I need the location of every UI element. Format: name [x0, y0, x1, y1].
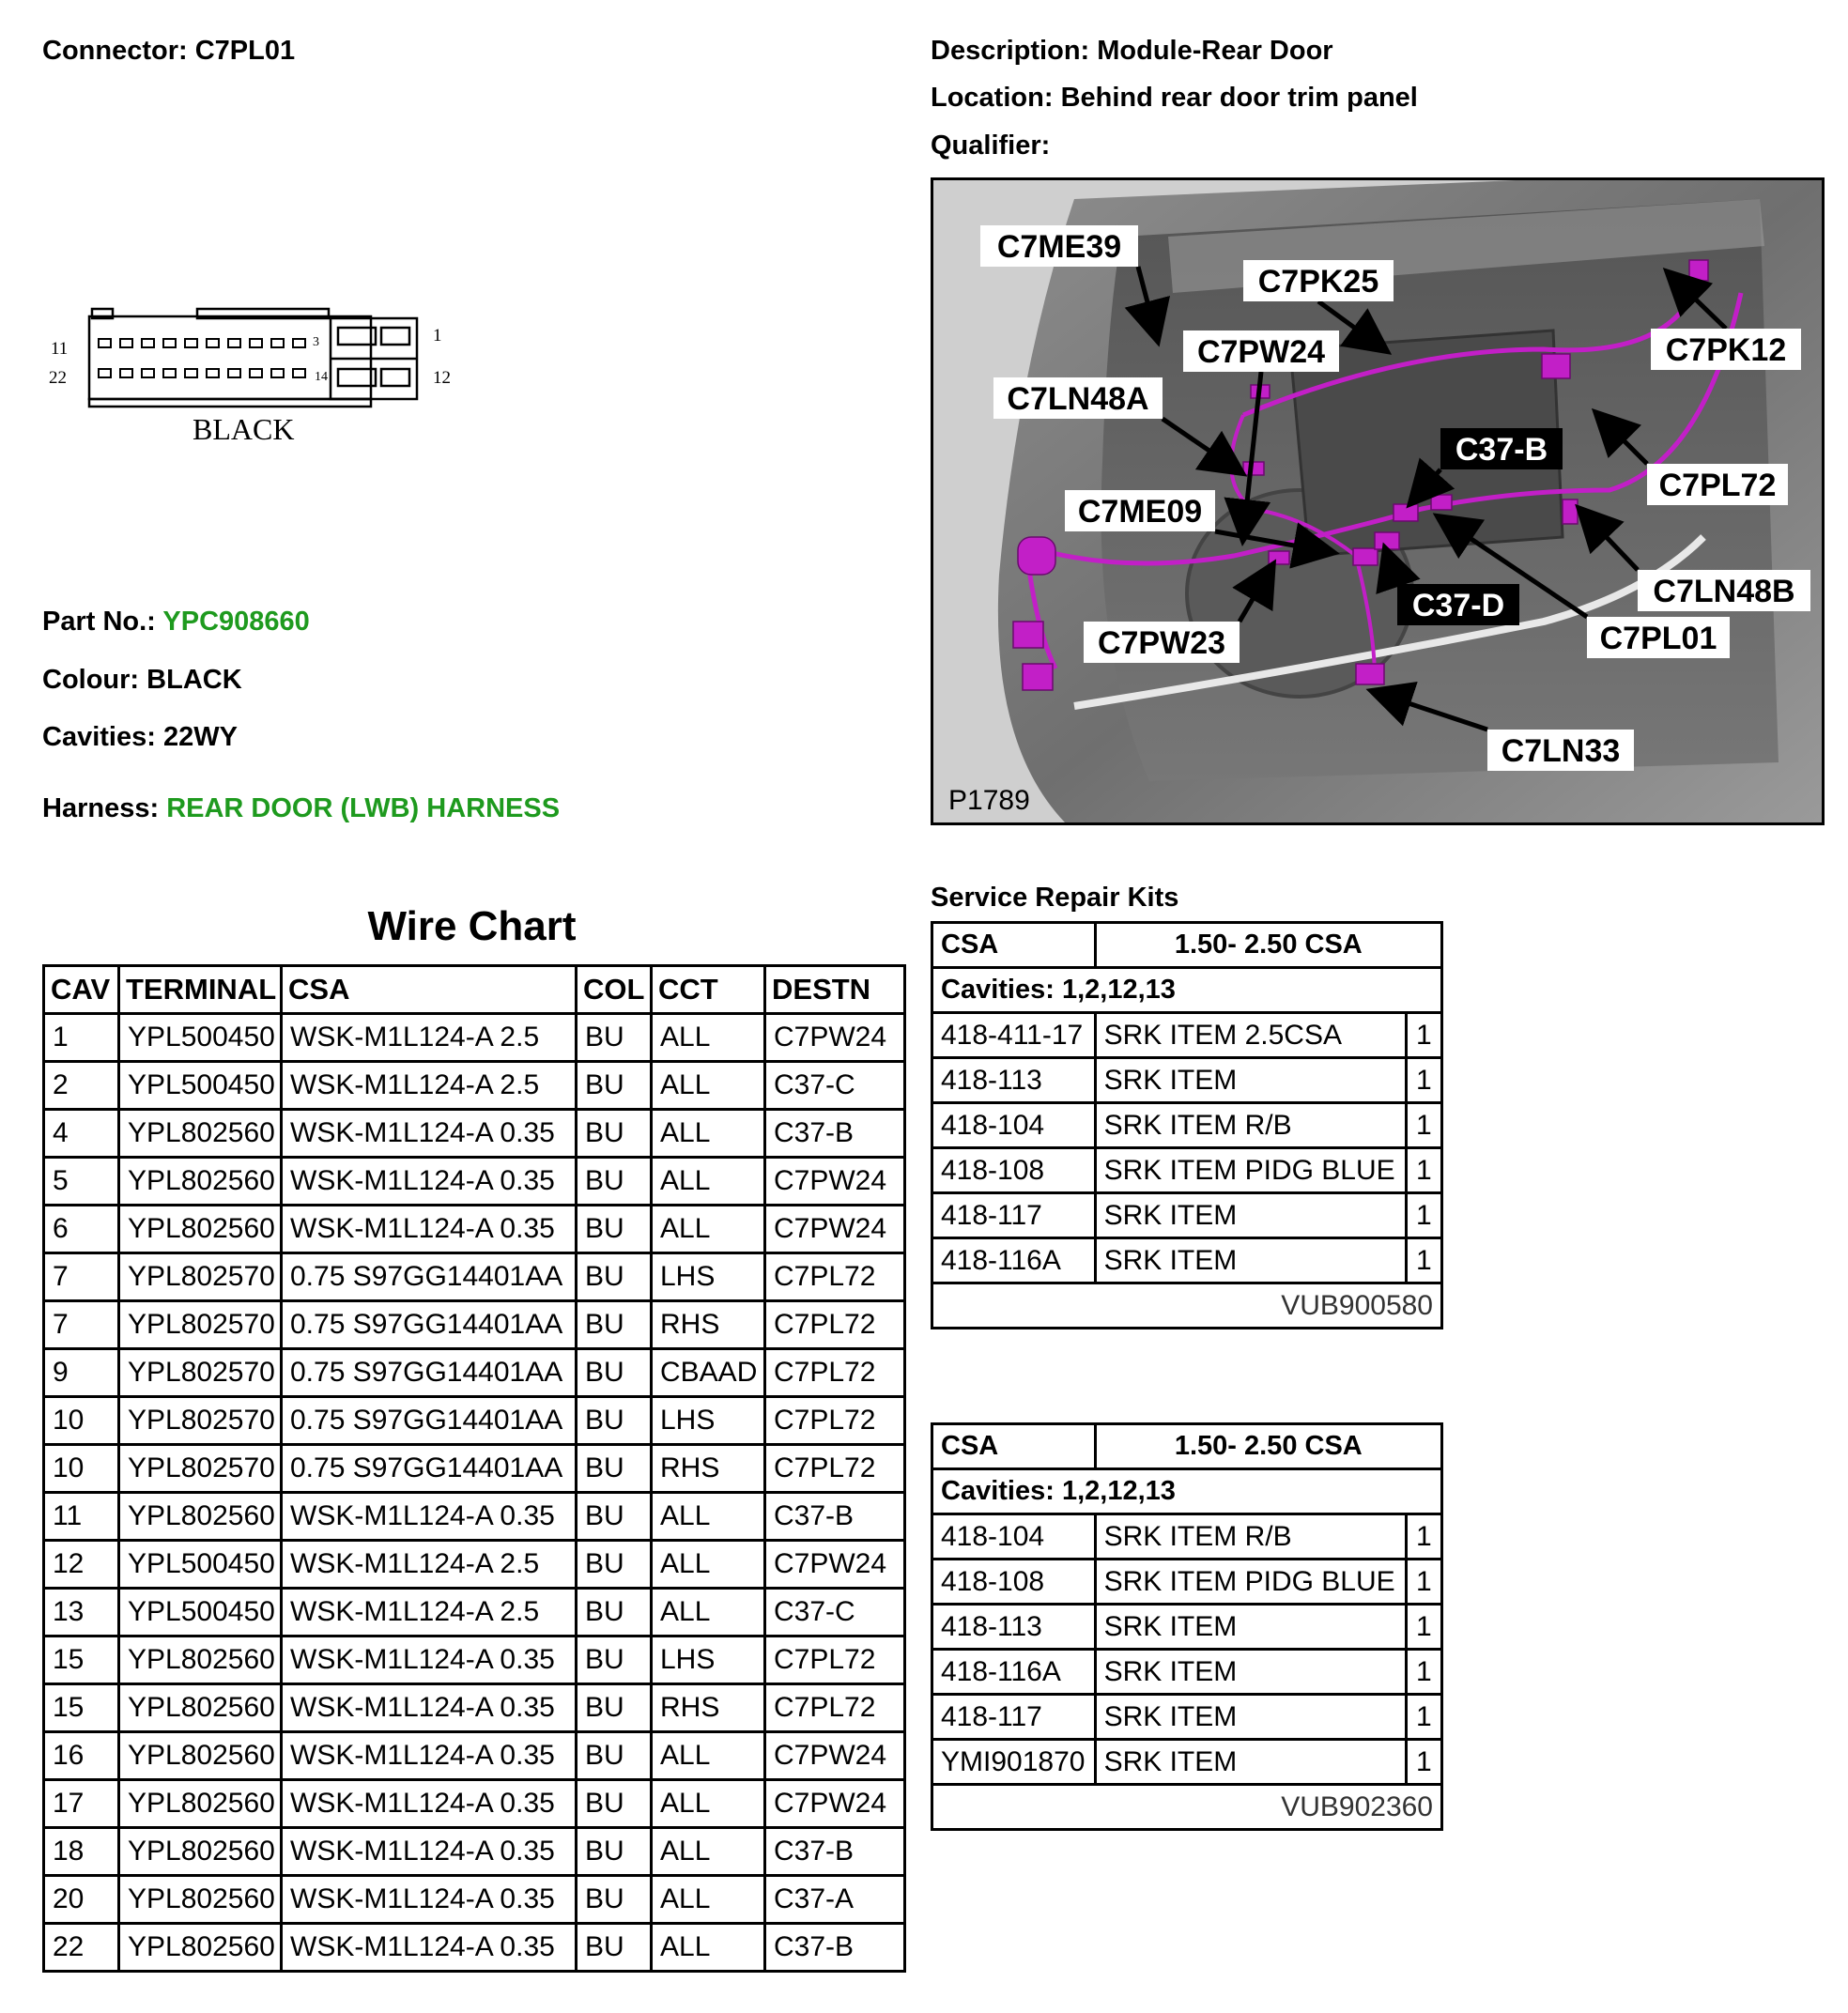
kit-csa-row: [932, 923, 1442, 968]
cell-terminal: YPL802560: [119, 1924, 282, 1972]
cell-col: BU: [577, 1158, 652, 1206]
table-row: [44, 1253, 905, 1301]
kit-item-part: 418-411-17: [932, 1013, 1096, 1058]
cell-col: BU: [577, 1206, 652, 1253]
cell-destn: C37-B: [765, 1110, 905, 1158]
cell-destn: C7PW24: [765, 1780, 905, 1828]
colour-label: Colour:: [42, 665, 140, 695]
table-row: [44, 1732, 905, 1780]
connector-pin: [120, 369, 132, 377]
column-header-cct: CCT: [652, 966, 765, 1014]
kit-part-number-row: [932, 1283, 1442, 1329]
kit-item-row: [932, 1013, 1442, 1058]
cell-terminal: YPL500450: [119, 1589, 282, 1637]
pin-row-top: [99, 339, 305, 347]
cell-cct: ALL: [652, 1110, 765, 1158]
connector-pin: [120, 339, 132, 347]
cell-cct: ALL: [652, 1780, 765, 1828]
kit-item-part: 418-116A: [932, 1650, 1096, 1695]
cell-csa: WSK-M1L124-A 0.35: [282, 1828, 577, 1876]
wire-chart: [42, 964, 903, 1973]
service-kit-1: [931, 921, 1443, 1329]
wire-chart-body: [44, 1014, 905, 1972]
connector-pin: [163, 339, 176, 347]
kit-table: [931, 1422, 1443, 1831]
door-illustration: [933, 180, 1822, 822]
table-row: [44, 1397, 905, 1445]
pin-label-1: 1: [433, 326, 442, 346]
cell-cct: RHS: [652, 1684, 765, 1732]
cell-csa: WSK-M1L124-A 0.35: [282, 1158, 577, 1206]
cell-cct: ALL: [652, 1828, 765, 1876]
kit-item-quantity: 1: [1406, 1695, 1441, 1740]
kit-item-quantity: 1: [1406, 1103, 1441, 1148]
callout-label: C7PW24: [1196, 334, 1326, 370]
kit-item-quantity: 1: [1406, 1605, 1441, 1650]
cell-cct: LHS: [652, 1637, 765, 1684]
cell-col: BU: [577, 1253, 652, 1301]
cell-csa: WSK-M1L124-A 0.35: [282, 1924, 577, 1972]
kit-table: [931, 921, 1443, 1329]
cell-destn: C7PL72: [765, 1253, 905, 1301]
kit-item-description: SRK ITEM PIDG BLUE: [1095, 1560, 1406, 1605]
kit-item-row: [932, 1148, 1442, 1193]
location-value: Behind rear door trim panel: [1060, 83, 1418, 113]
kit-item-part: 418-113: [932, 1058, 1096, 1103]
cell-terminal: YPL500450: [119, 1062, 282, 1110]
cell-destn: C7PL72: [765, 1397, 905, 1445]
cell-terminal: YPL802560: [119, 1493, 282, 1541]
kit-item-description: SRK ITEM: [1095, 1740, 1406, 1785]
cell-col: BU: [577, 1110, 652, 1158]
kit-item-part: 418-113: [932, 1605, 1096, 1650]
kit-item-row: [932, 1103, 1442, 1148]
cell-col: BU: [577, 1732, 652, 1780]
cell-cct: ALL: [652, 1158, 765, 1206]
cell-cct: RHS: [652, 1445, 765, 1493]
kit-part-number: VUB902360: [932, 1785, 1442, 1830]
kit-item-part: 418-104: [932, 1103, 1096, 1148]
cell-cav: 2: [44, 1062, 119, 1110]
cell-csa: 0.75 S97GG14401AA: [282, 1301, 577, 1349]
cell-cct: ALL: [652, 1206, 765, 1253]
colour-value: BLACK: [146, 665, 242, 695]
kit-item-description: SRK ITEM PIDG BLUE: [1095, 1148, 1406, 1193]
cell-col: BU: [577, 1493, 652, 1541]
connector-pin: [207, 369, 219, 377]
callout-label: C7PW23: [1097, 625, 1226, 661]
kit-item-description: SRK ITEM R/B: [1095, 1514, 1406, 1560]
connector-pin: [228, 339, 240, 347]
cell-cct: ALL: [652, 1062, 765, 1110]
connector-pin: [271, 339, 284, 347]
column-header-cav: CAV: [44, 966, 119, 1014]
callout-label: C7PL72: [1658, 468, 1777, 503]
cell-terminal: YPL802560: [119, 1828, 282, 1876]
cell-destn: C7PL72: [765, 1301, 905, 1349]
kit-csa-label: CSA: [932, 923, 1096, 968]
table-row: [44, 1924, 905, 1972]
kit-item-part: 418-117: [932, 1695, 1096, 1740]
table-row: [44, 1493, 905, 1541]
callout-label: C37-D: [1411, 588, 1505, 623]
cell-csa: 0.75 S97GG14401AA: [282, 1253, 577, 1301]
description-label: Description:: [931, 36, 1090, 66]
cell-destn: C7PW24: [765, 1014, 905, 1062]
cell-cct: ALL: [652, 1541, 765, 1589]
cell-csa: 0.75 S97GG14401AA: [282, 1445, 577, 1493]
cell-col: BU: [577, 1014, 652, 1062]
cell-cav: 13: [44, 1589, 119, 1637]
kit-item-description: SRK ITEM 2.5CSA: [1095, 1013, 1406, 1058]
callout-label: C7LN48A: [1007, 381, 1149, 417]
column-header-csa: CSA: [282, 966, 577, 1014]
kit-item-part: 418-108: [932, 1148, 1096, 1193]
kit-csa-label: CSA: [932, 1424, 1096, 1469]
kit-item-quantity: 1: [1406, 1193, 1441, 1238]
cell-terminal: YPL802560: [119, 1110, 282, 1158]
kit-item-part: 418-104: [932, 1514, 1096, 1560]
kit-item-description: SRK ITEM R/B: [1095, 1103, 1406, 1148]
cell-col: BU: [577, 1301, 652, 1349]
cell-col: BU: [577, 1637, 652, 1684]
kit-item-row: [932, 1740, 1442, 1785]
connector-face-svg: [47, 305, 479, 460]
cell-cct: LHS: [652, 1397, 765, 1445]
kit-item-part: 418-108: [932, 1560, 1096, 1605]
callout-label: C7ME09: [1077, 494, 1203, 530]
kit-item-row: [932, 1238, 1442, 1283]
cell-cav: 15: [44, 1684, 119, 1732]
cell-cav: 20: [44, 1876, 119, 1924]
cell-cct: ALL: [652, 1589, 765, 1637]
cell-col: BU: [577, 1828, 652, 1876]
pin-label-12: 12: [433, 368, 451, 388]
cell-csa: WSK-M1L124-A 0.35: [282, 1493, 577, 1541]
cell-terminal: YPL500450: [119, 1014, 282, 1062]
pin-label-22: 22: [49, 368, 67, 388]
cell-terminal: YPL802560: [119, 1876, 282, 1924]
cell-csa: WSK-M1L124-A 0.35: [282, 1876, 577, 1924]
cell-csa: WSK-M1L124-A 0.35: [282, 1110, 577, 1158]
cell-destn: C7PW24: [765, 1732, 905, 1780]
cell-csa: WSK-M1L124-A 0.35: [282, 1780, 577, 1828]
cell-csa: WSK-M1L124-A 0.35: [282, 1732, 577, 1780]
cell-col: BU: [577, 1062, 652, 1110]
kit-item-row: [932, 1650, 1442, 1695]
cell-cav: 18: [44, 1828, 119, 1876]
cell-destn: C7PL72: [765, 1684, 905, 1732]
connector-pin: [185, 369, 197, 377]
connector-pin: [99, 339, 111, 347]
kit-item-description: SRK ITEM: [1095, 1193, 1406, 1238]
cell-terminal: YPL802570: [119, 1397, 282, 1445]
callout-label: C7PK12: [1665, 332, 1787, 368]
location-label: Location:: [931, 83, 1054, 113]
cell-cct: ALL: [652, 1732, 765, 1780]
table-row: [44, 1637, 905, 1684]
kit-csa-value: 1.50- 2.50 CSA: [1095, 923, 1441, 968]
callout-label: C7LN33: [1501, 733, 1621, 769]
service-kits-title: Service Repair Kits: [931, 883, 1179, 913]
callout-label: C7PL01: [1599, 621, 1717, 656]
cell-cav: 9: [44, 1349, 119, 1397]
cell-destn: C7PL72: [765, 1445, 905, 1493]
cell-cav: 4: [44, 1110, 119, 1158]
cell-col: BU: [577, 1876, 652, 1924]
cell-csa: WSK-M1L124-A 2.5: [282, 1541, 577, 1589]
description-line: [931, 35, 1333, 67]
kit-item-quantity: 1: [1406, 1238, 1441, 1283]
callout-label: C37-B: [1455, 432, 1548, 468]
column-header-col: COL: [577, 966, 652, 1014]
cell-terminal: YPL802560: [119, 1684, 282, 1732]
kit-item-description: SRK ITEM: [1095, 1650, 1406, 1695]
cell-col: BU: [577, 1349, 652, 1397]
cell-terminal: YPL802570: [119, 1253, 282, 1301]
pin-label-3: 3: [313, 335, 319, 349]
qualifier-line: [931, 130, 1050, 161]
cell-cct: ALL: [652, 1014, 765, 1062]
cell-col: BU: [577, 1684, 652, 1732]
cell-col: BU: [577, 1924, 652, 1972]
colour-line: [42, 664, 242, 696]
connector-value: C7PL01: [194, 36, 296, 66]
cell-cct: ALL: [652, 1876, 765, 1924]
connector-pin: [99, 369, 111, 377]
cell-terminal: YPL802560: [119, 1732, 282, 1780]
cell-destn: C7PL72: [765, 1637, 905, 1684]
callout-label: C7ME39: [996, 229, 1122, 265]
kit-item-quantity: 1: [1406, 1013, 1441, 1058]
pin-label-14: 14: [315, 370, 328, 384]
harness-label: Harness:: [42, 793, 160, 823]
table-row: [44, 1541, 905, 1589]
connector-pin: [250, 369, 262, 377]
cell-terminal: YPL500450: [119, 1541, 282, 1589]
kit-part-number: VUB900580: [932, 1283, 1442, 1329]
cell-cav: 5: [44, 1158, 119, 1206]
connector-heading: [42, 35, 295, 67]
kit-item-quantity: 1: [1406, 1514, 1441, 1560]
cell-terminal: YPL802560: [119, 1206, 282, 1253]
cell-col: BU: [577, 1445, 652, 1493]
wire-chart-header-row: [44, 966, 905, 1014]
cell-cct: RHS: [652, 1301, 765, 1349]
cell-destn: C7PW24: [765, 1158, 905, 1206]
connector-colour-label: BLACK: [192, 412, 295, 446]
cell-cav: 6: [44, 1206, 119, 1253]
pin-row-bottom: [99, 369, 305, 377]
kit-item-row: [932, 1193, 1442, 1238]
kit-item-part: YMI901870: [932, 1740, 1096, 1785]
cell-cav: 15: [44, 1637, 119, 1684]
table-row: [44, 1828, 905, 1876]
location-photo: [931, 177, 1825, 825]
connector-pin: [207, 339, 219, 347]
photo-id-label: P1789: [948, 785, 1030, 816]
cell-destn: C7PL72: [765, 1349, 905, 1397]
cell-col: BU: [577, 1541, 652, 1589]
cavities-label: Cavities:: [42, 722, 156, 752]
cell-csa: WSK-M1L124-A 0.35: [282, 1206, 577, 1253]
kit-item-row: [932, 1514, 1442, 1560]
cell-csa: WSK-M1L124-A 2.5: [282, 1014, 577, 1062]
cavities-line: [42, 721, 238, 753]
table-row: [44, 1349, 905, 1397]
cell-cav: 11: [44, 1493, 119, 1541]
kit-item-quantity: 1: [1406, 1740, 1441, 1785]
connector-pin: [271, 369, 284, 377]
table-row: [44, 1301, 905, 1349]
connector-pin: [185, 339, 197, 347]
table-row: [44, 1589, 905, 1637]
kit-item-part: 418-116A: [932, 1238, 1096, 1283]
wire-chart-table: [42, 964, 906, 1973]
cell-csa: 0.75 S97GG14401AA: [282, 1397, 577, 1445]
cell-csa: 0.75 S97GG14401AA: [282, 1349, 577, 1397]
connector-label: Connector:: [42, 36, 188, 66]
cell-col: BU: [577, 1780, 652, 1828]
cell-destn: C37-B: [765, 1828, 905, 1876]
kit-item-part: 418-117: [932, 1193, 1096, 1238]
cell-csa: WSK-M1L124-A 2.5: [282, 1062, 577, 1110]
connector-pin: [293, 339, 305, 347]
cell-destn: C37-C: [765, 1062, 905, 1110]
table-row: [44, 1158, 905, 1206]
table-row: [44, 1780, 905, 1828]
cell-cav: 7: [44, 1301, 119, 1349]
kit-item-quantity: 1: [1406, 1058, 1441, 1103]
cell-col: BU: [577, 1397, 652, 1445]
cell-col: BU: [577, 1589, 652, 1637]
kit-item-row: [932, 1605, 1442, 1650]
part-number-label: Part No.:: [42, 607, 156, 637]
cell-terminal: YPL802560: [119, 1158, 282, 1206]
description-value: Module-Rear Door: [1097, 36, 1333, 66]
connector-pin: [228, 369, 240, 377]
kit-item-description: SRK ITEM: [1095, 1695, 1406, 1740]
kit-cavities-row: [932, 968, 1442, 1013]
callout-label: C7PK25: [1257, 264, 1379, 300]
kit-part-number-row: [932, 1785, 1442, 1830]
connector-face-drawing: [47, 305, 479, 460]
cell-terminal: YPL802570: [119, 1349, 282, 1397]
kit-item-row: [932, 1560, 1442, 1605]
kit-item-description: SRK ITEM: [1095, 1605, 1406, 1650]
cell-csa: WSK-M1L124-A 0.35: [282, 1684, 577, 1732]
cell-destn: C37-A: [765, 1876, 905, 1924]
service-kit-2: [931, 1422, 1443, 1831]
kit-cavities-row: [932, 1469, 1442, 1514]
connector-pin: [293, 369, 305, 377]
kit-item-quantity: 1: [1406, 1650, 1441, 1695]
table-row: [44, 1014, 905, 1062]
cell-cct: LHS: [652, 1253, 765, 1301]
cell-cav: 7: [44, 1253, 119, 1301]
wire-chart-title: Wire Chart: [367, 903, 577, 949]
column-header-terminal: TERMINAL: [119, 966, 282, 1014]
cell-terminal: YPL802570: [119, 1445, 282, 1493]
part-number-line: [42, 606, 310, 638]
cell-cct: CBAAD: [652, 1349, 765, 1397]
kit-item-row: [932, 1058, 1442, 1103]
cell-cav: 10: [44, 1397, 119, 1445]
kit-item-description: SRK ITEM: [1095, 1238, 1406, 1283]
cell-destn: C37-B: [765, 1924, 905, 1972]
part-number-value[interactable]: YPC908660: [162, 607, 310, 637]
cell-cct: ALL: [652, 1924, 765, 1972]
table-row: [44, 1876, 905, 1924]
kit-item-quantity: 1: [1406, 1148, 1441, 1193]
harness-value[interactable]: REAR DOOR (LWB) HARNESS: [166, 793, 561, 823]
harness-line: [42, 792, 560, 824]
table-row: [44, 1110, 905, 1158]
cavities-value: 22WY: [162, 722, 238, 752]
cell-cav: 22: [44, 1924, 119, 1972]
cell-csa: WSK-M1L124-A 0.35: [282, 1637, 577, 1684]
connector-pin: [142, 369, 154, 377]
location-line: [931, 82, 1418, 114]
cell-cav: 1: [44, 1014, 119, 1062]
connector-pin: [142, 339, 154, 347]
kit-csa-row: [932, 1424, 1442, 1469]
cell-destn: C7PW24: [765, 1541, 905, 1589]
kit-cavities: Cavities: 1,2,12,13: [932, 1469, 1442, 1514]
table-row: [44, 1445, 905, 1493]
kit-item-quantity: 1: [1406, 1560, 1441, 1605]
cell-destn: C37-B: [765, 1493, 905, 1541]
cell-cav: 17: [44, 1780, 119, 1828]
table-row: [44, 1684, 905, 1732]
kit-csa-value: 1.50- 2.50 CSA: [1095, 1424, 1441, 1469]
cell-terminal: YPL802570: [119, 1301, 282, 1349]
cell-destn: C37-C: [765, 1589, 905, 1637]
callout-label: C7LN48B: [1653, 574, 1795, 609]
table-row: [44, 1062, 905, 1110]
qualifier-label: Qualifier:: [931, 131, 1051, 161]
kit-item-row: [932, 1695, 1442, 1740]
connector-pin: [163, 369, 176, 377]
cell-terminal: YPL802560: [119, 1637, 282, 1684]
cell-terminal: YPL802560: [119, 1780, 282, 1828]
connector-pin: [250, 339, 262, 347]
cell-csa: WSK-M1L124-A 2.5: [282, 1589, 577, 1637]
cell-cav: 16: [44, 1732, 119, 1780]
pin-label-11: 11: [51, 339, 69, 359]
cell-cct: ALL: [652, 1493, 765, 1541]
column-header-destn: DESTN: [765, 966, 905, 1014]
cell-cav: 12: [44, 1541, 119, 1589]
cell-cav: 10: [44, 1445, 119, 1493]
cell-destn: C7PW24: [765, 1206, 905, 1253]
kit-cavities: Cavities: 1,2,12,13: [932, 968, 1442, 1013]
kit-item-description: SRK ITEM: [1095, 1058, 1406, 1103]
table-row: [44, 1206, 905, 1253]
